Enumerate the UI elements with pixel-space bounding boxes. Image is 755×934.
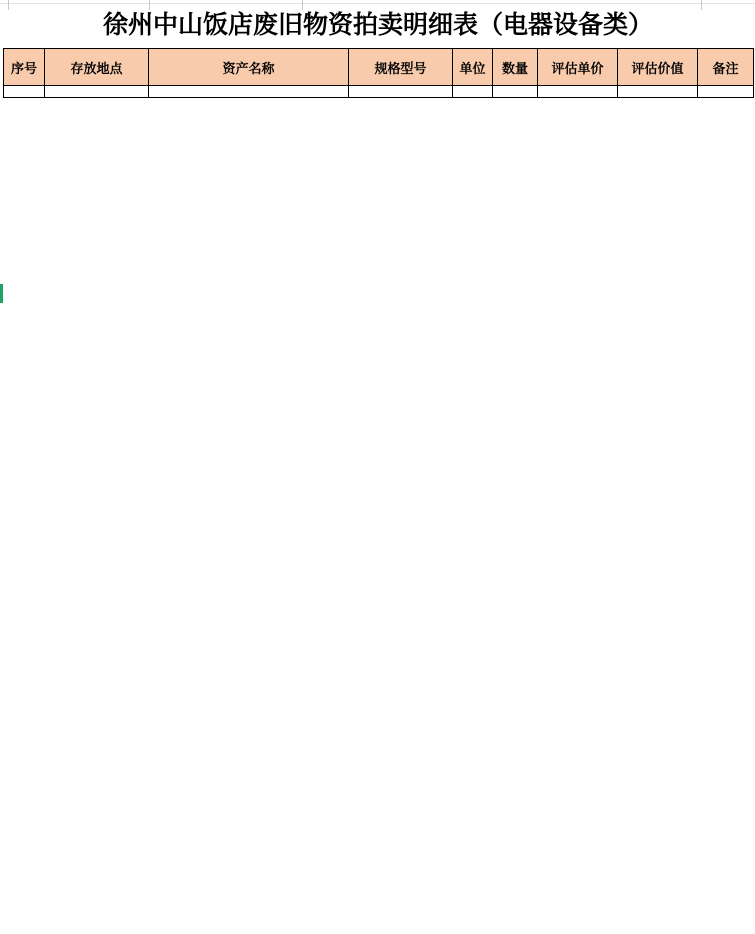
column-header-unit-price[interactable]: 评估单价 (538, 49, 618, 86)
column-header-note[interactable]: 备注 (698, 49, 754, 86)
selection-indicator (0, 284, 3, 303)
empty-cell[interactable] (45, 86, 149, 98)
empty-cell[interactable] (453, 86, 493, 98)
column-header-spec-model[interactable]: 规格型号 (349, 49, 453, 86)
empty-cell[interactable] (149, 86, 349, 98)
table-row (4, 86, 754, 98)
empty-cell[interactable] (349, 86, 453, 98)
empty-cell[interactable] (538, 86, 618, 98)
auction-detail-table (3, 48, 754, 98)
empty-cell[interactable] (493, 86, 538, 98)
empty-cell[interactable] (698, 86, 754, 98)
column-header-quantity[interactable]: 数量 (493, 49, 538, 86)
column-header-location[interactable]: 存放地点 (45, 49, 149, 86)
empty-cell[interactable] (618, 86, 698, 98)
page-title[interactable]: 徐州中山饭店废旧物资拍卖明细表（电器设备类） (102, 12, 653, 39)
table-body (4, 86, 754, 98)
empty-cell[interactable] (4, 86, 45, 98)
table-header-row (4, 49, 754, 86)
column-header-assessed-value[interactable]: 评估价值 (618, 49, 698, 86)
column-header-serial[interactable]: 序号 (4, 49, 45, 86)
column-header-asset-name[interactable]: 资产名称 (149, 49, 349, 86)
column-header-unit[interactable]: 单位 (453, 49, 493, 86)
